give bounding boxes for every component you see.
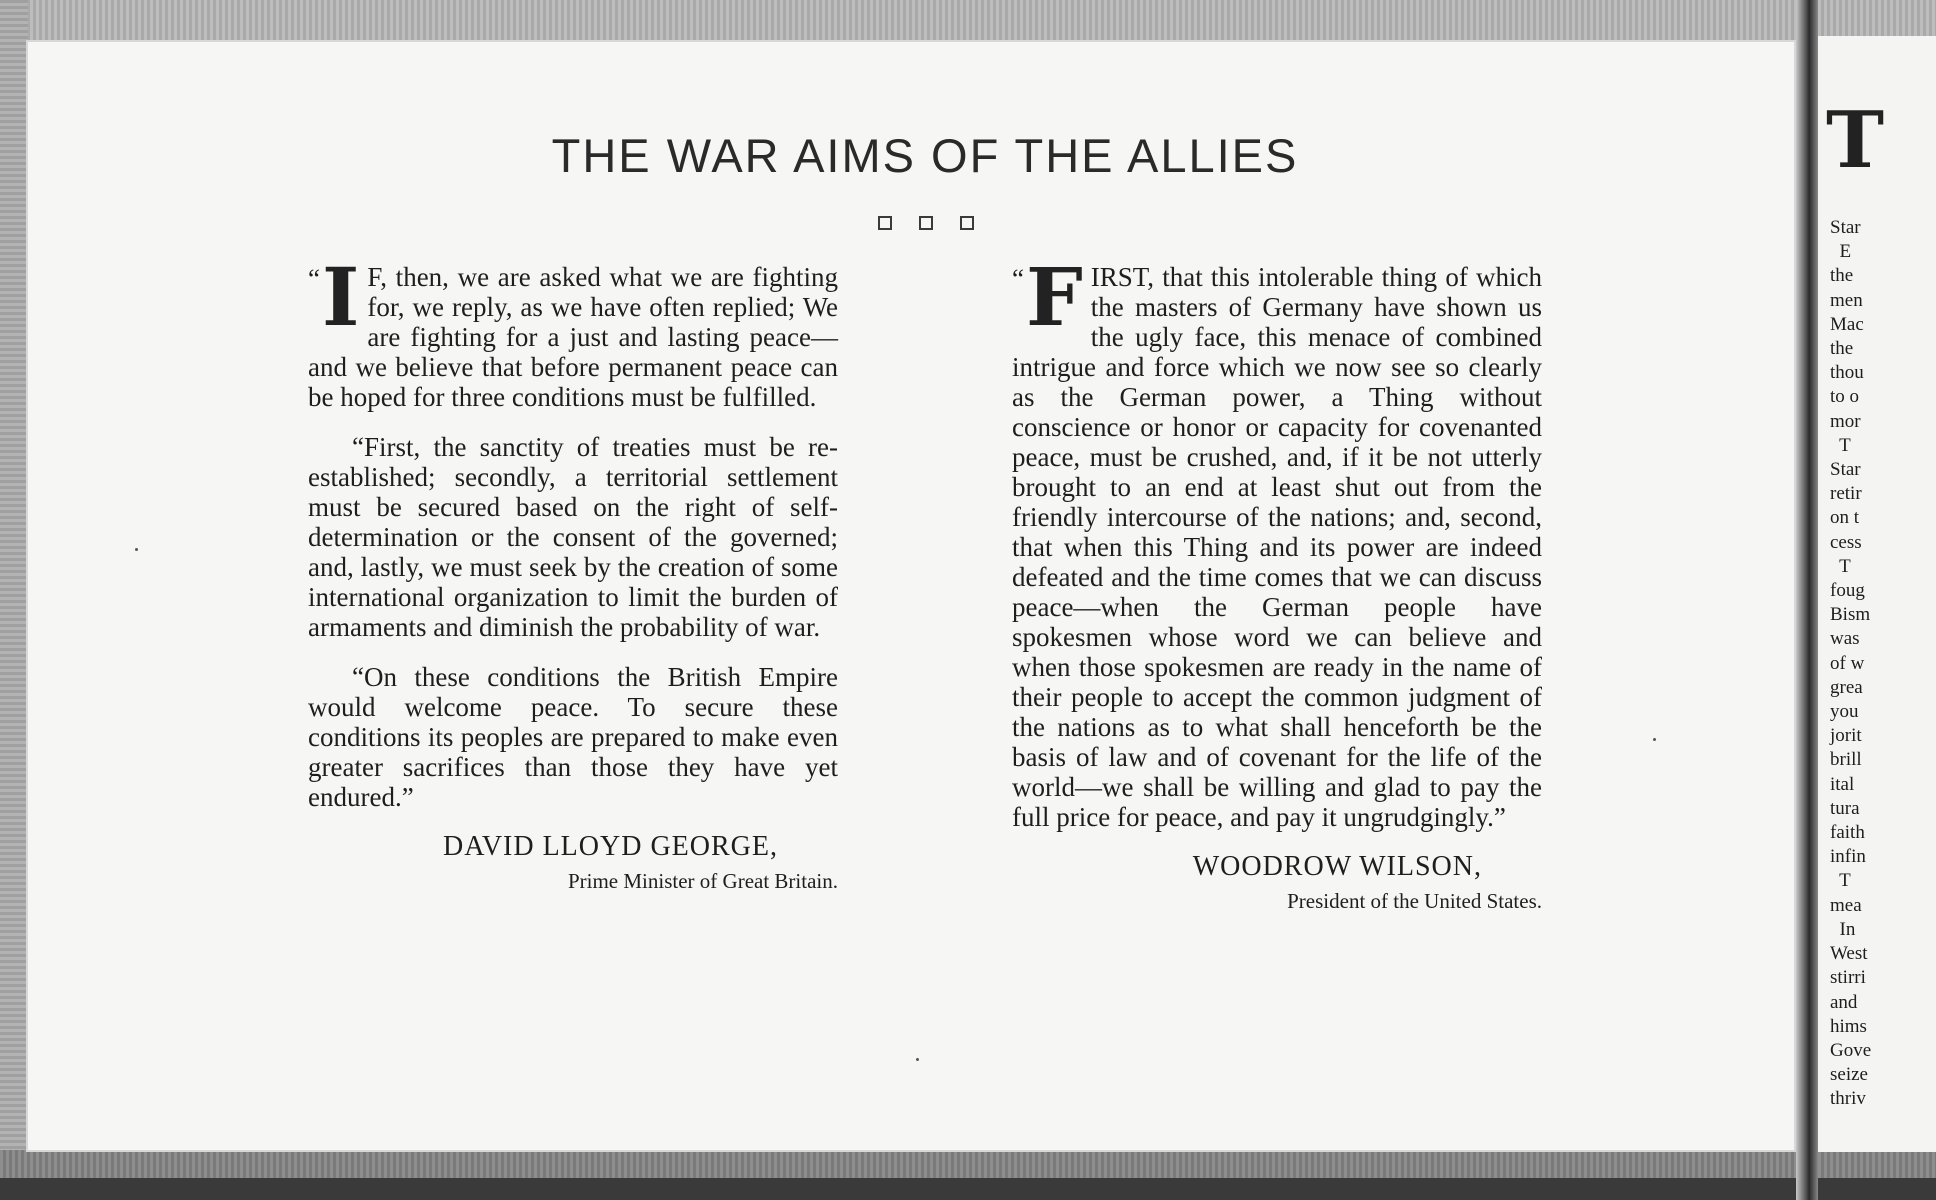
signature-name: WOODROW WILSON, bbox=[1192, 851, 1482, 882]
quote-paragraph-3: “On these conditions the British Empire would welcome peace. To secure these conditions its peoples are prepared to make even greater sacrifices than those they have yet endured.” bbox=[308, 662, 838, 812]
binding-bottom-shadow bbox=[0, 1178, 1936, 1200]
wilson-quote bbox=[1012, 250, 1542, 916]
drop-cap: I bbox=[321, 250, 360, 344]
page-title: THE WAR AIMS OF THE ALLIES bbox=[551, 129, 1299, 182]
ornament-icon bbox=[878, 216, 974, 234]
open-quote: “ bbox=[308, 264, 320, 294]
square-icon bbox=[919, 216, 933, 230]
paragraph-text: F, then, we are asked what we are fighting for, we reply, as we have often replied; We are fighting for a just and lasting peace—and we believe that before permanent peace can be hoped for three conditions must be fulfilled. bbox=[308, 262, 838, 412]
signature-title: Prime Minister of Great Britain. bbox=[567, 869, 838, 893]
adjacent-page bbox=[1818, 36, 1936, 1152]
drop-cap: T bbox=[1826, 95, 1885, 186]
square-icon bbox=[960, 216, 974, 230]
scan-speck bbox=[916, 1058, 919, 1061]
signature-title: President of the United States. bbox=[1287, 889, 1542, 913]
open-quote: “ bbox=[1012, 264, 1024, 294]
quote-paragraph-2: “First, the sanctity of treaties must be re-established; secondly, a territorial settlement must be secured based on the right of self-determination or the consent of the governed; and, lastly, we must seek by the creation of some international organization to limit the burden of armaments and diminish the probability of war. bbox=[308, 432, 838, 642]
scan-speck bbox=[1653, 738, 1656, 741]
quote-paragraph-1 bbox=[1012, 250, 1542, 832]
paragraph-text: IRST, that this intolerable thing of which the masters of Germany have shown us the ugly face, this menace of combined intrigue and force which we now see so clearly as the German power, a Thing without conscience or honor or capacity for covenanted peace, must be crushed, and, if it be not utterly brought to an end at least shut out from the friendly intercourse of the nations; and, second, that when this Thing and its power are indeed defeated and the time comes that we can discuss peace—when the German people have spokesmen whose word we can believe and when those spokesmen are ready in the name of their people to accept the common judgment of the nations as to what shall henceforth be the basis of law and of covenant for the life of the world—we shall be willing and glad to pay the full price for peace, and pay it ungrudgingly.” bbox=[1012, 262, 1542, 832]
scan-speck bbox=[135, 548, 138, 551]
quote-paragraph-1 bbox=[308, 250, 838, 412]
book-gutter bbox=[1796, 0, 1818, 1200]
drop-cap: F bbox=[1025, 250, 1083, 344]
adjacent-page-text: Star E the men Mac the thou to o mor T Star retir on t cess T foug Bism was of w grea you jorit brill ital tura faith infin T mea In West stirri and hims Gove seize thriv bbox=[1830, 217, 1872, 1110]
square-icon bbox=[878, 216, 892, 230]
lloyd-george-quote bbox=[308, 250, 838, 896]
signature-name: DAVID LLOYD GEORGE, bbox=[442, 831, 778, 862]
binding-top bbox=[0, 0, 1936, 40]
